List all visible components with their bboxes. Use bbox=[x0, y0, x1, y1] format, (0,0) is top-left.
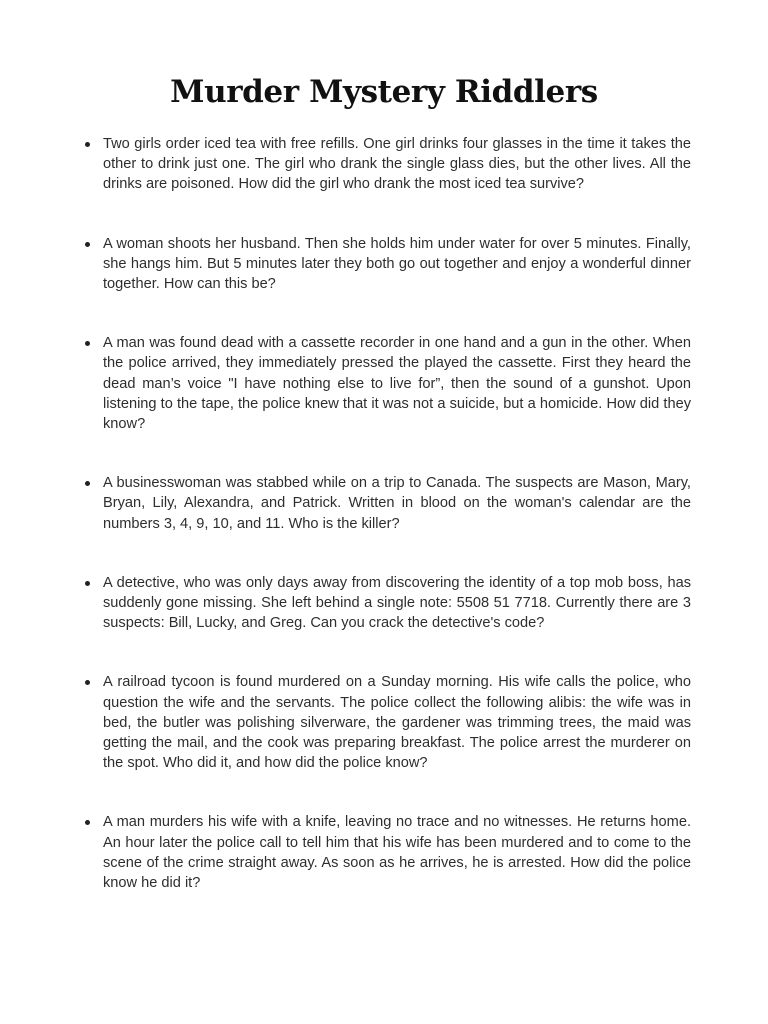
riddle-item bbox=[84, 134, 691, 195]
riddle-text: A detective, who was only days away from discovering the identity of a top mob boss, has suddenly gone missing. She left behind a single note: 5508 51 7718. Currently there are 3 suspects: Bill, Lucky, and Greg. Can you crack the detective's code? bbox=[103, 574, 691, 632]
riddle-text: A man murders his wife with a knife, leaving no trace and no witnesses. He returns home. An hour later the police call to tell him that his wife has been murdered and to come to the scene of the crime straight away. As soon as he arrives, he is arrested. How did the police know he did it? bbox=[103, 814, 691, 892]
bullet-icon bbox=[85, 142, 90, 147]
riddle-item bbox=[84, 812, 691, 893]
riddle-item bbox=[84, 473, 691, 534]
page-title: Murder Mystery Riddlers bbox=[170, 74, 598, 110]
riddle-item bbox=[84, 573, 691, 634]
riddle-item bbox=[84, 234, 691, 295]
bullet-icon bbox=[85, 820, 90, 825]
riddle-list bbox=[84, 134, 691, 893]
riddle-text: A woman shoots her husband. Then she holds him under water for over 5 minutes. Finally, she hangs him. But 5 minutes later they both go out together and enjoy a wonderful dinner together. How can this be? bbox=[103, 235, 691, 293]
bullet-icon bbox=[85, 242, 90, 247]
bullet-icon bbox=[85, 680, 90, 685]
riddle-text: Two girls order iced tea with free refills. One girl drinks four glasses in the time it takes the other to drink just one. The girl who drank the single glass dies, but the other lives. All the drinks are poisoned. How did the girl who drank the most iced tea survive? bbox=[103, 136, 691, 193]
riddle-text: A businesswoman was stabbed while on a trip to Canada. The suspects are Mason, Mary, Bryan, Lily, Alexandra, and Patrick. Written in blood on the woman's calendar are the numbers 3, 4, 9, 10, and 11. Who is the killer? bbox=[103, 475, 691, 532]
bullet-icon bbox=[85, 481, 90, 486]
riddle-item bbox=[84, 333, 691, 434]
bullet-icon bbox=[85, 581, 90, 586]
riddle-text: A man was found dead with a cassette recorder in one hand and a gun in the other. When the police arrived, they immediately pressed the played the cassette. First they heard the dead man’s voice "I have nothing else to live for”, then the sound of a gunshot. Upon listening to the tape, the police knew that it was not a suicide, but a homicide. How did they know? bbox=[103, 335, 691, 433]
riddle-text: A railroad tycoon is found murdered on a Sunday morning. His wife calls the police, who question the wife and the servants. The police collect the following alibis: the wife was in bed, the butler was polishing silverware, the gardener was trimming trees, the maid was getting the mail, and the cook was preparing breakfast. The police arrest the murderer on the spot. Who did it, and how did the police know? bbox=[103, 674, 691, 772]
bullet-icon bbox=[85, 341, 90, 346]
riddle-item bbox=[84, 672, 691, 773]
